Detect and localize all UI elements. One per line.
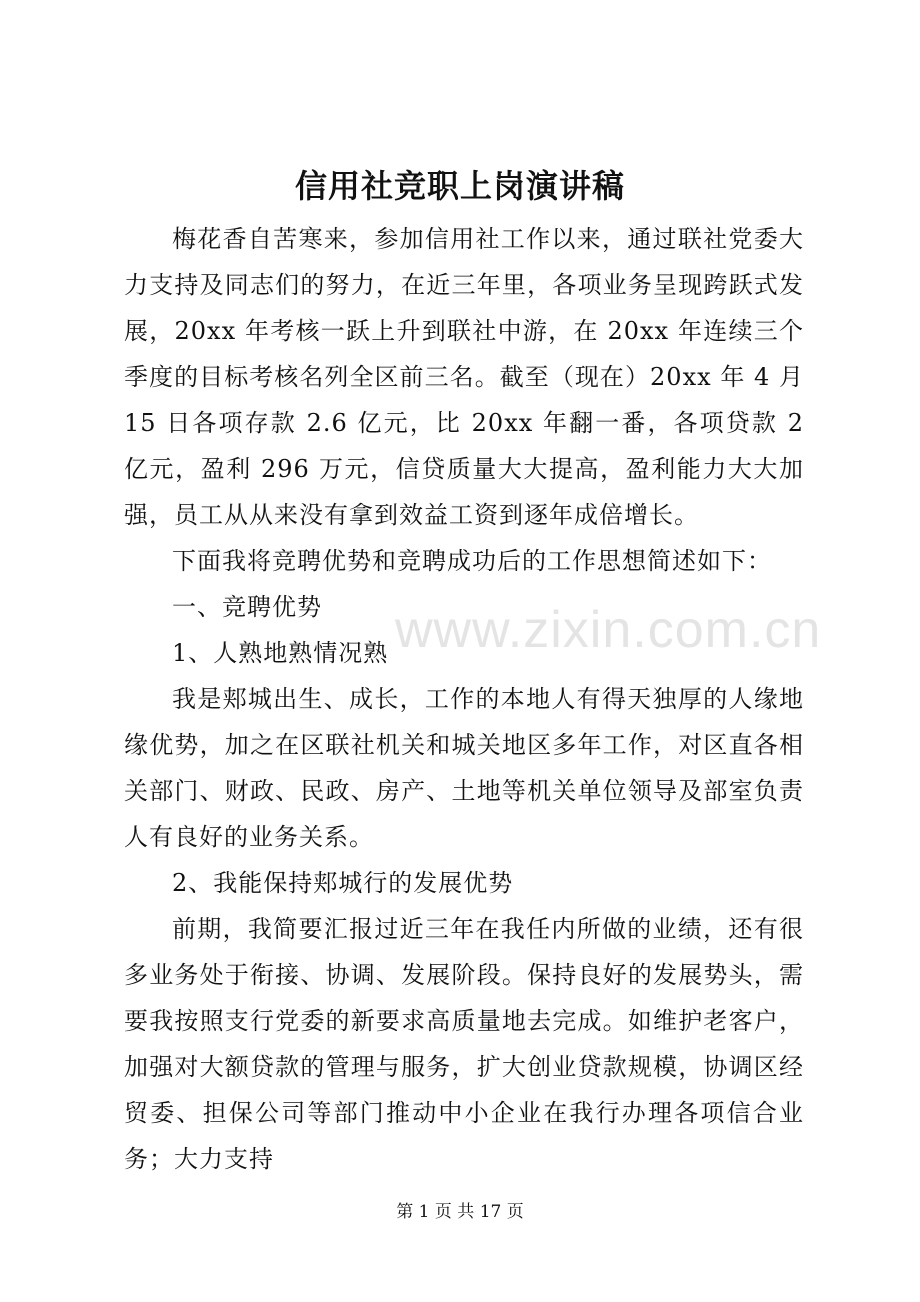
document-body	[124, 216, 804, 1182]
subheading-local-familiarity: 1、人熟地熟情况熟	[172, 639, 389, 667]
paragraph-intro: 梅花香自苦寒来，参加信用社工作以来，通过联社党委大力支持及同志们的努力，在近三年里，各项业务呈现跨跃式发展，20xx 年考核一跃上升到联社中游，在 20xx 年连续三个季度的目标考核名列全区前三名。截至（现在）20xx 年 4 月 15 日各项存款 2.6 亿元，比 20xx 年翻一番，各项贷款 2 亿元，盈利 296 万元，信贷质量大大提高，盈利能力大大加强，员工从从来没有拿到效益工资到逐年成倍增长。	[124, 225, 804, 529]
paragraph-overview: 下面我将竞聘优势和竞聘成功后的工作思想简述如下：	[172, 547, 772, 575]
page-footer: 第 1 页 共 17 页	[396, 1202, 524, 1222]
document-title: 信用社竞职上岗演讲稿	[294, 167, 625, 205]
subheading-development-advantage: 2、我能保持郏城行的发展优势	[172, 869, 514, 897]
section-heading-advantages: 一、竞聘优势	[172, 593, 322, 621]
paragraph-development-advantage: 前期，我简要汇报过近三年在我任内所做的业绩，还有很多业务处于衔接、协调、发展阶段。保持良好的发展势头，需要我按照支行党委的新要求高质量地去完成。如维护老客户，加强对大额贷款的管理与服务，扩大创业贷款规模，协调区经贸委、担保公司等部门推动中小企业在我行办理各项信合业务；大力支持	[124, 915, 804, 1173]
paragraph-local-familiarity: 我是郏城出生、成长，工作的本地人有得天独厚的人缘地缘优势，加之在区联社机关和城关地区多年工作，对区直各相关部门、财政、民政、房产、土地等机关单位领导及部室负责人有良好的业务关系。	[124, 685, 804, 851]
watermark: www.zixin.com.cn	[395, 601, 822, 659]
